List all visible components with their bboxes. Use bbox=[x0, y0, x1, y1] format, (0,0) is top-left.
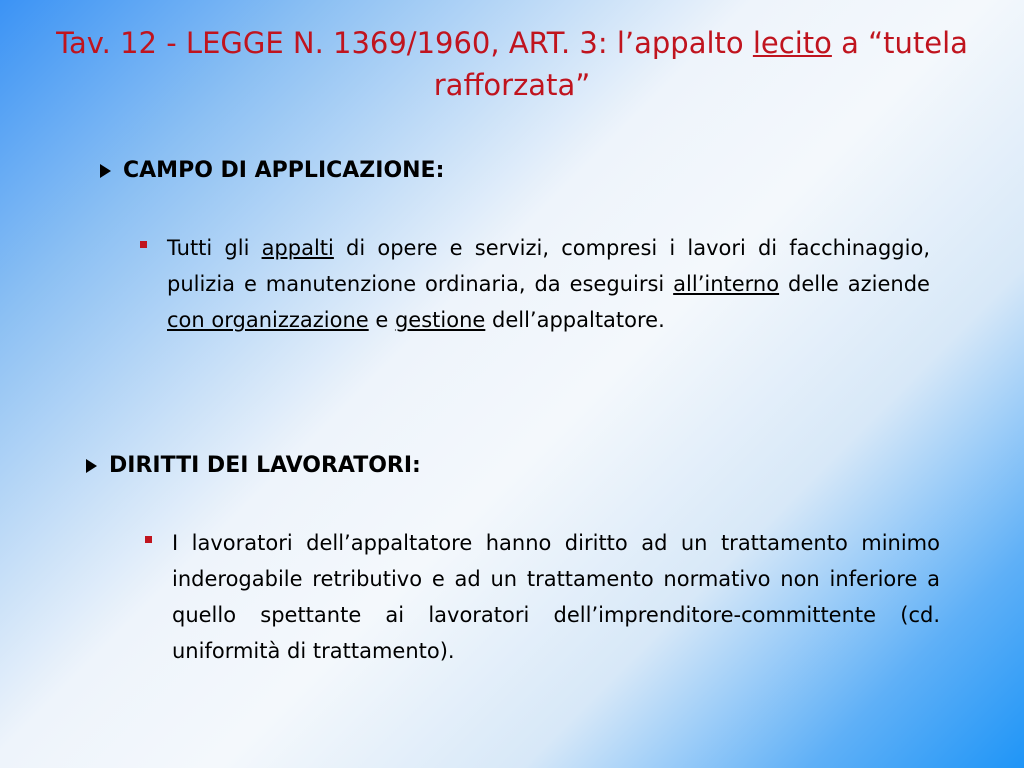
text-run: Tutti gli bbox=[167, 236, 262, 260]
title-part-1: Tav. 12 - LEGGE N. 1369/1960, ART. 3: l’appalto bbox=[56, 26, 753, 60]
section-heading-campo bbox=[100, 158, 444, 183]
arrow-right-icon bbox=[100, 164, 111, 178]
text-run: delle aziende bbox=[779, 272, 930, 296]
text-run: dell’appaltatore. bbox=[485, 308, 665, 332]
bullet-item-campo bbox=[140, 230, 930, 338]
section-heading-label: CAMPO DI APPLICAZIONE: bbox=[123, 158, 445, 183]
bullet-item-diritti bbox=[145, 525, 940, 669]
square-bullet-icon bbox=[140, 241, 147, 248]
arrow-right-icon bbox=[86, 459, 97, 473]
underlined-text: gestione bbox=[394, 308, 486, 332]
underlined-text: all’interno bbox=[673, 272, 780, 296]
text-run: di opere e servizi, compresi i lavori di facchinaggio, pulizia e manutenzione ordinaria, da eseguirsi bbox=[167, 236, 930, 296]
title-underlined-word: lecito bbox=[752, 26, 832, 60]
text-run: e bbox=[368, 308, 395, 332]
bullet-text: I lavoratori dell’appaltatore hanno diritto ad un trattamento minimo inderogabile retributivo e ad un trattamento normativo non inferiore a quello spettante ai lavoratori dell’imprenditore-committente (cd. uniformità di trattamento). bbox=[172, 531, 940, 663]
title-part-2: a “tutela rafforzata” bbox=[433, 26, 968, 102]
section-heading-diritti bbox=[86, 453, 421, 478]
slide-title bbox=[40, 22, 984, 106]
underlined-text: con organizzazione bbox=[167, 308, 369, 332]
square-bullet-icon bbox=[145, 536, 152, 543]
section-heading-label: DIRITTI DEI LAVORATORI: bbox=[109, 453, 421, 478]
bullet-text bbox=[167, 230, 930, 338]
underlined-text: appalti bbox=[261, 236, 334, 260]
